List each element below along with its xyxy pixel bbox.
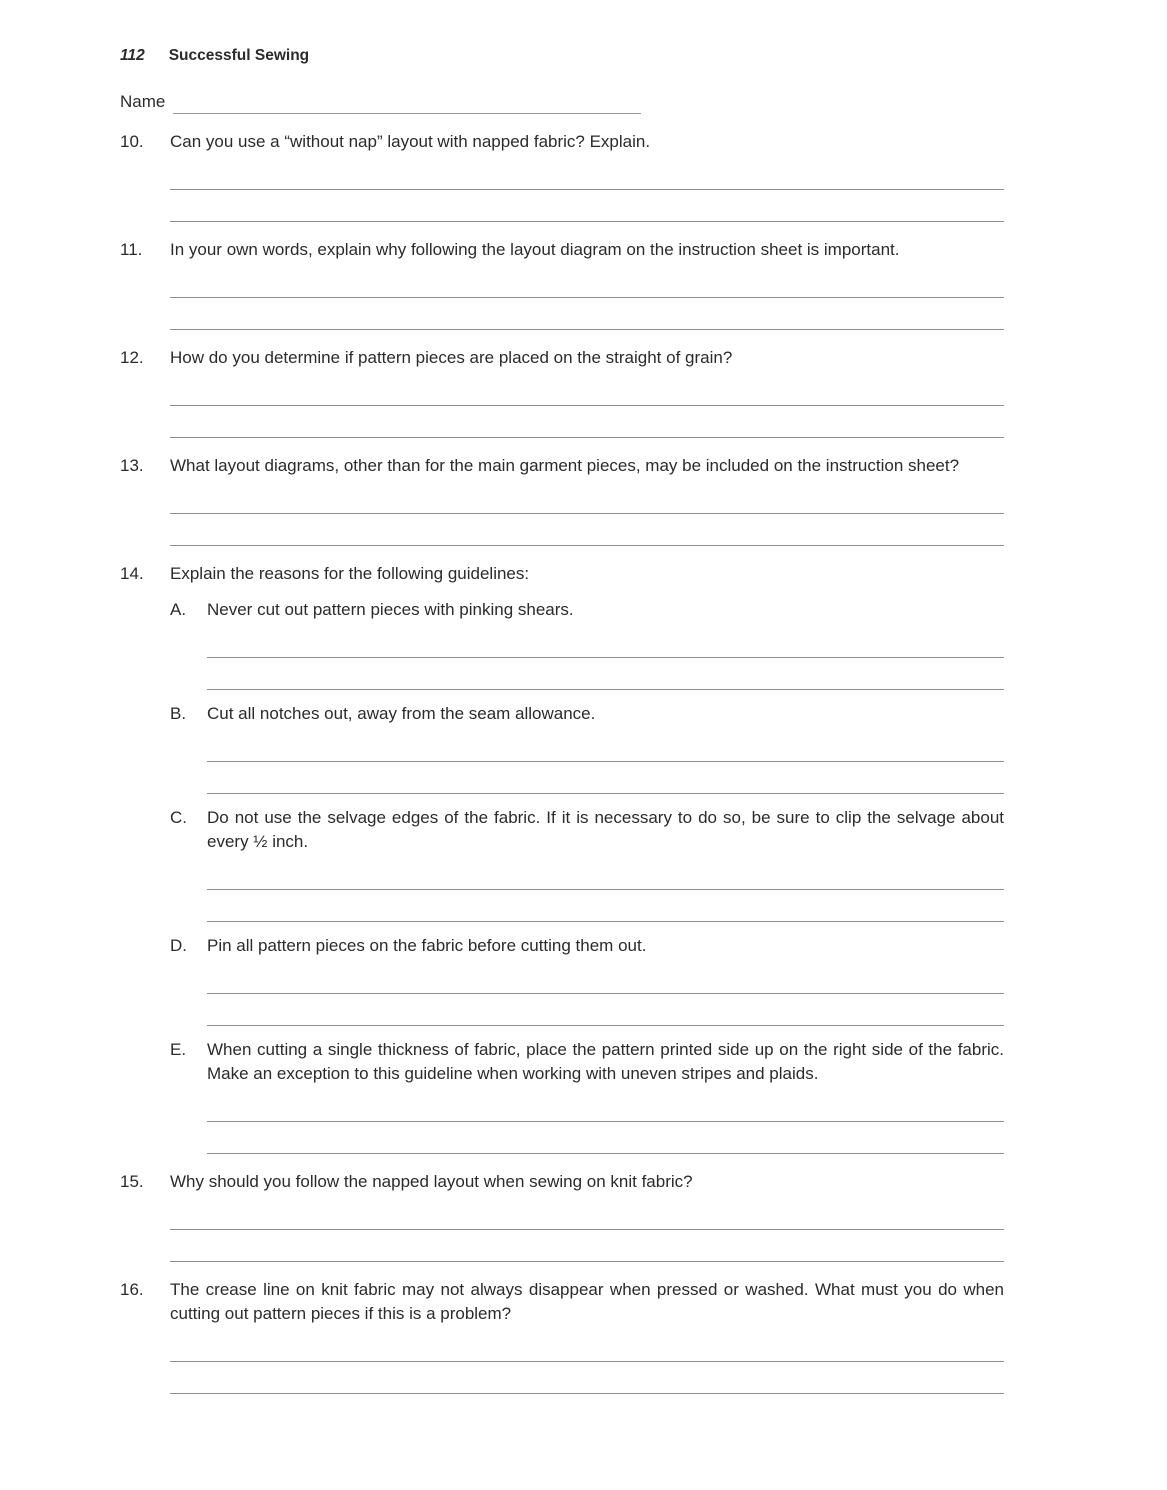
sub-question-text: Do not use the selvage edges of the fabric. If it is necessary to do so, be sure to clip the selvage about every ½ inch. <box>207 808 1004 851</box>
question-number: 14. <box>120 564 144 583</box>
question-number: 15. <box>120 1172 144 1191</box>
answer-line <box>170 1198 1004 1230</box>
answer-line <box>207 762 1004 794</box>
answer-lines <box>207 962 1004 1026</box>
answer-line <box>207 962 1004 994</box>
answer-line <box>170 298 1004 330</box>
question-text: Explain the reasons for the following guidelines: <box>170 564 530 583</box>
answer-line <box>207 994 1004 1026</box>
answer-line <box>170 266 1004 298</box>
question-number: 10. <box>120 132 144 151</box>
questions-list <box>120 130 1004 1394</box>
sub-question-letter: C. <box>170 808 187 827</box>
sub-question-text: When cutting a single thickness of fabric, place the pattern printed side up on the right side of the fabric. Make an exception to this guideline when working with uneven stripes and plaids. <box>207 1040 1004 1083</box>
sub-question-row <box>170 702 1004 726</box>
question-number: 12. <box>120 348 144 367</box>
sub-question-letter: A. <box>170 600 187 619</box>
sub-question-item <box>170 934 1004 1026</box>
answer-lines <box>207 626 1004 690</box>
question-item <box>120 1170 1004 1262</box>
answer-line <box>207 890 1004 922</box>
answer-line <box>170 1230 1004 1262</box>
answer-line <box>207 858 1004 890</box>
question-item <box>120 238 1004 330</box>
question-row <box>120 562 1004 586</box>
sub-question-item <box>170 702 1004 794</box>
question-text: What layout diagrams, other than for the main garment pieces, may be included on the instruction sheet? <box>170 456 960 475</box>
question-text: The crease line on knit fabric may not always disappear when pressed or washed. What must you do when cutting out pattern pieces if this is a problem? <box>170 1280 1004 1323</box>
name-label: Name <box>120 92 166 111</box>
sub-question-letter: E. <box>170 1040 187 1059</box>
answer-line <box>170 1330 1004 1362</box>
page-header <box>120 46 1004 66</box>
answer-lines <box>170 482 1004 546</box>
answer-line <box>207 1122 1004 1154</box>
sub-question-text: Never cut out pattern pieces with pinking shears. <box>207 600 574 619</box>
question-text: Why should you follow the napped layout when sewing on knit fabric? <box>170 1172 693 1191</box>
sub-question-row <box>170 806 1004 854</box>
question-row <box>120 238 1004 262</box>
answer-line <box>170 190 1004 222</box>
sub-question-letter: B. <box>170 704 187 723</box>
answer-line <box>170 1362 1004 1394</box>
question-text: Can you use a “without nap” layout with napped fabric? Explain. <box>170 132 651 151</box>
sub-question-item <box>170 1038 1004 1154</box>
sub-question-row <box>170 934 1004 958</box>
question-item <box>120 130 1004 222</box>
page-number: 112 <box>120 47 145 64</box>
sub-question-item <box>170 806 1004 922</box>
sub-question-text: Cut all notches out, away from the seam allowance. <box>207 704 596 723</box>
question-number: 16. <box>120 1280 144 1299</box>
question-row <box>120 1170 1004 1194</box>
question-item <box>120 1278 1004 1394</box>
question-row <box>120 346 1004 370</box>
answer-lines <box>170 158 1004 222</box>
answer-line <box>170 374 1004 406</box>
sub-question-text: Pin all pattern pieces on the fabric before cutting them out. <box>207 936 647 955</box>
question-text: In your own words, explain why following the layout diagram on the instruction sheet is important. <box>170 240 900 259</box>
book-title: Successful Sewing <box>168 47 310 64</box>
question-number: 13. <box>120 456 144 475</box>
answer-line <box>170 514 1004 546</box>
question-item <box>120 454 1004 546</box>
answer-line <box>207 658 1004 690</box>
question-row <box>120 130 1004 154</box>
answer-lines <box>207 730 1004 794</box>
answer-line <box>170 158 1004 190</box>
sub-question-row <box>170 598 1004 622</box>
question-item <box>120 346 1004 438</box>
answer-lines <box>170 1198 1004 1262</box>
question-row <box>120 1278 1004 1326</box>
answer-lines <box>207 1090 1004 1154</box>
answer-lines <box>170 1330 1004 1394</box>
sub-items <box>170 598 1004 1154</box>
question-text: How do you determine if pattern pieces are placed on the straight of grain? <box>170 348 733 367</box>
name-row <box>120 90 1004 114</box>
sub-question-row <box>170 1038 1004 1086</box>
sub-question-letter: D. <box>170 936 187 955</box>
question-row <box>120 454 1004 478</box>
question-item <box>120 562 1004 1154</box>
answer-lines <box>170 374 1004 438</box>
answer-line <box>207 730 1004 762</box>
name-fill-line <box>173 93 641 114</box>
question-number: 11. <box>120 240 143 259</box>
answer-line <box>170 482 1004 514</box>
answer-lines <box>207 858 1004 922</box>
answer-line <box>207 1090 1004 1122</box>
answer-line <box>207 626 1004 658</box>
sub-question-item <box>170 598 1004 690</box>
answer-line <box>170 406 1004 438</box>
answer-lines <box>170 266 1004 330</box>
